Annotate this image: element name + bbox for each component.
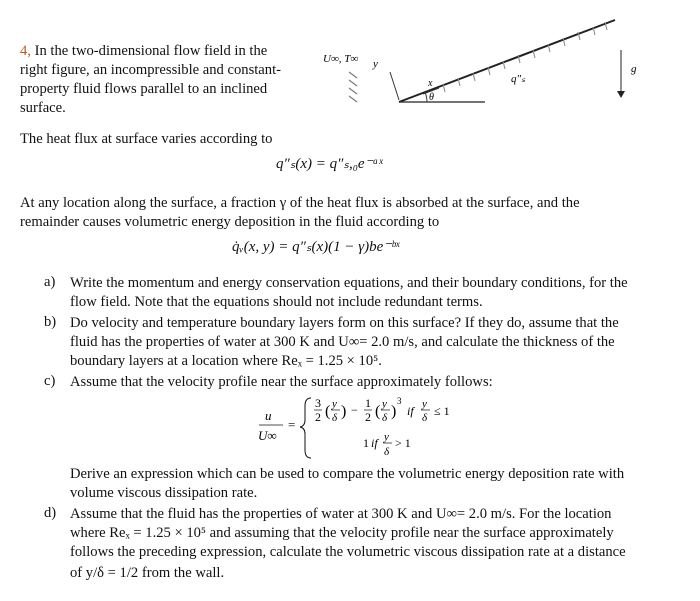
- velocity-profile-equation: [255, 392, 485, 462]
- inclined-surface-figure: [315, 12, 665, 112]
- svg-text:δ: δ: [384, 446, 390, 458]
- flux-label: q″ₛ: [511, 73, 526, 85]
- part-d-line-4: of y/δ = 1/2 from the wall.: [70, 565, 225, 581]
- deposition-line-1: At any location along the surface, a fraction γ of the heat flux is absorbed at the surface, and the: [20, 195, 580, 211]
- svg-text:y: y: [382, 398, 387, 410]
- svg-text:): ): [391, 403, 397, 420]
- part-b-line-3: boundary layers at a location where Reₓ = 1.25 × 10⁵.: [70, 353, 382, 369]
- svg-text:3: 3: [315, 396, 321, 410]
- svg-text:δ: δ: [332, 412, 338, 424]
- part-d-line-2: where Reₓ = 1.25 × 10⁵ and assuming that the velocity profile near the surface approximately: [70, 525, 614, 541]
- heat-flux-sentence: The heat flux at surface varies according to: [20, 131, 273, 147]
- freestream-arrows: [349, 72, 357, 102]
- part-a-line-2: flow field. Note that the equations should not include redundant terms.: [70, 294, 483, 310]
- svg-text:−: −: [351, 403, 358, 417]
- part-c-after-line-2: volume viscous dissipation rate.: [70, 485, 258, 501]
- svg-text:y: y: [422, 398, 427, 410]
- deposition-line-2: remainder causes volumetric energy deposition in the fluid according to: [20, 214, 440, 230]
- angle-label: θ: [429, 92, 434, 103]
- svg-text:3: 3: [397, 396, 402, 406]
- svg-text:1: 1: [365, 396, 371, 410]
- svg-text:(: (: [375, 403, 381, 420]
- part-c-label: c): [44, 373, 56, 389]
- problem-number: 4,: [20, 43, 31, 59]
- part-a-line-1: Write the momentum and energy conservation equations, and their boundary conditions, for the: [70, 275, 628, 291]
- svg-text:u: u: [265, 408, 272, 423]
- svg-text:y: y: [332, 398, 337, 410]
- svg-text:=: =: [288, 417, 296, 432]
- deposition-equation: q̇ᵥ(x, y) = q″ₛ(x)(1 − γ)be⁻ᵇˣ: [232, 239, 400, 255]
- svg-text:if: if: [371, 436, 378, 450]
- part-d-line-1: Assume that the fluid has the properties of water at 300 K and U∞= 2.0 m/s. For the location: [70, 506, 612, 522]
- part-d-line-3: follows the preceding expression, calculate the volumetric viscous dissipation rate at a distance: [70, 544, 626, 560]
- intro-line-2: right figure, an incompressible and constant-: [20, 62, 281, 78]
- svg-text:δ: δ: [422, 412, 428, 424]
- part-d-label: d): [44, 505, 57, 521]
- svg-text:): ): [341, 403, 347, 420]
- part-a-label: a): [44, 274, 56, 290]
- part-c-line-1: Assume that the velocity profile near the surface approximately follows:: [70, 374, 493, 390]
- gravity-label: g: [631, 63, 637, 75]
- svg-text:δ: δ: [382, 412, 388, 424]
- intro-line-1: 4, In the two-dimensional flow field in the: [20, 43, 268, 59]
- part-b-line-2: fluid has the properties of water at 300 K and U∞= 2.0 m/s, and calculate the thickness of the: [70, 334, 615, 350]
- intro-line-3: property fluid flows parallel to an inclined: [20, 81, 268, 97]
- svg-text:> 1: > 1: [395, 436, 411, 450]
- y-axis-line: [390, 72, 399, 100]
- freestream-label: U∞, T∞: [323, 53, 359, 65]
- intro-line-4: surface.: [20, 100, 66, 116]
- svg-text:U∞: U∞: [258, 428, 277, 443]
- y-axis-label: y: [373, 58, 378, 70]
- svg-text:2: 2: [365, 410, 371, 424]
- part-c-after-line-1: Derive an expression which can be used to compare the volumetric energy deposition rate with: [70, 466, 625, 482]
- x-axis-label: x: [428, 78, 433, 89]
- svg-text:1: 1: [363, 436, 369, 450]
- svg-text:≤ 1: ≤ 1: [434, 404, 450, 418]
- part-b-label: b): [44, 314, 57, 330]
- svg-text:(: (: [325, 403, 331, 420]
- svg-text:if: if: [407, 404, 414, 418]
- part-b-line-1: Do velocity and temperature boundary layers form on this surface? If they do, assume that the: [70, 315, 619, 331]
- heat-flux-equation: q″ₛ(x) = q″ₛ,₀e⁻ᵃˣ: [276, 156, 383, 172]
- svg-text:2: 2: [315, 410, 321, 424]
- svg-text:y: y: [384, 431, 389, 443]
- inclined-surface: [399, 20, 615, 102]
